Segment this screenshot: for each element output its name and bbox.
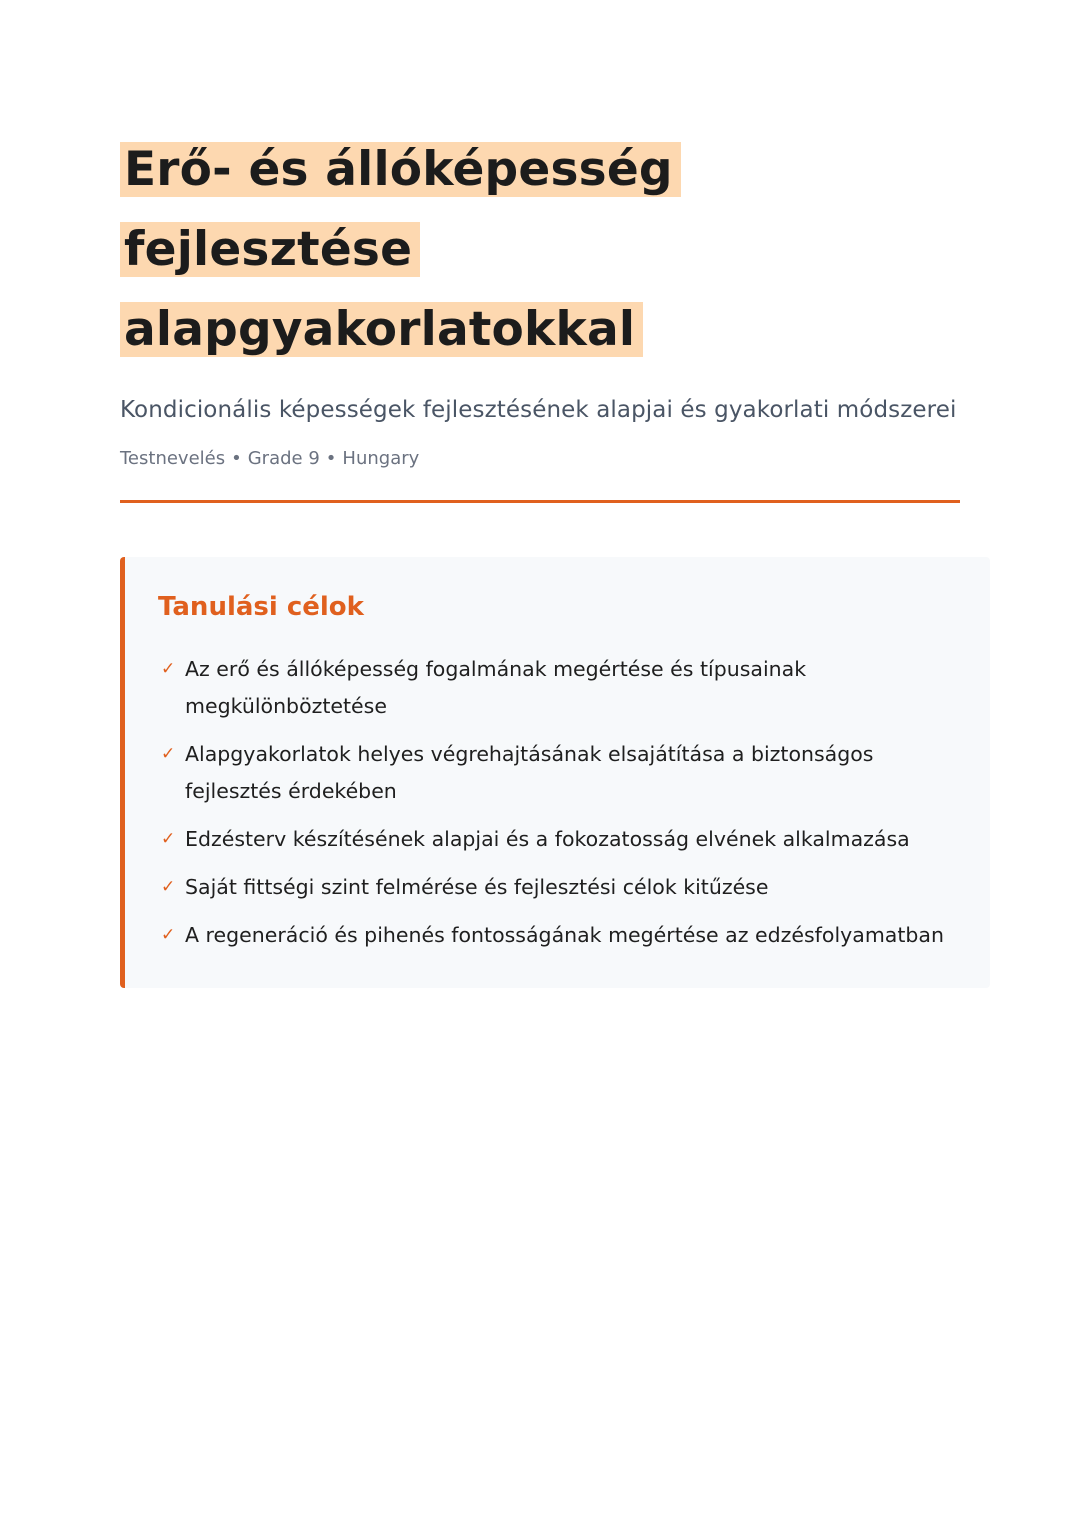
page-subtitle: Kondicionális képességek fejlesztésének alapjai és gyakorlati módszerei [120, 397, 957, 423]
page-title [120, 130, 960, 370]
meta-grade: Grade 9 [247, 448, 320, 469]
learning-objectives-card [120, 557, 990, 988]
objective-text: Az erő és állóképesség fogalmának megértése és típusainak megkülönböztetése [185, 657, 807, 718]
check-icon: ✓ [161, 877, 176, 897]
objectives-list [158, 651, 960, 954]
learning-objectives-heading: Tanulási célok [158, 592, 364, 622]
objective-item [158, 821, 960, 858]
objective-item [158, 736, 960, 810]
title-line-1: Erő- és állóképesség fejlesztése [120, 142, 681, 277]
check-icon: ✓ [161, 925, 176, 945]
meta-separator: • [231, 448, 242, 469]
lesson-page [120, 130, 960, 988]
objective-text: Edzésterv készítésének alapjai és a fokozatosság elvének alkalmazása [185, 827, 910, 851]
check-icon: ✓ [161, 744, 176, 764]
objective-text: A regeneráció és pihenés fontosságának megértése az edzésfolyamatban [185, 923, 944, 947]
meta-subject: Testnevelés [120, 448, 226, 469]
meta-separator: • [325, 448, 337, 469]
objective-item [158, 869, 960, 906]
meta-line [120, 446, 960, 472]
objective-text: Alapgyakorlatok helyes végrehajtásának elsajátítása a biztonságos fejlesztés érdekében [185, 742, 874, 803]
title-line-2: alapgyakorlatokkal [120, 302, 643, 357]
objective-item [158, 651, 960, 725]
check-icon: ✓ [161, 829, 176, 849]
objective-item [158, 917, 960, 954]
objective-text: Saját fittségi szint felmérése és fejlesztési célok kitűzése [185, 875, 769, 899]
check-icon: ✓ [161, 659, 176, 679]
meta-country: Hungary [342, 448, 420, 469]
header-divider [120, 500, 960, 503]
